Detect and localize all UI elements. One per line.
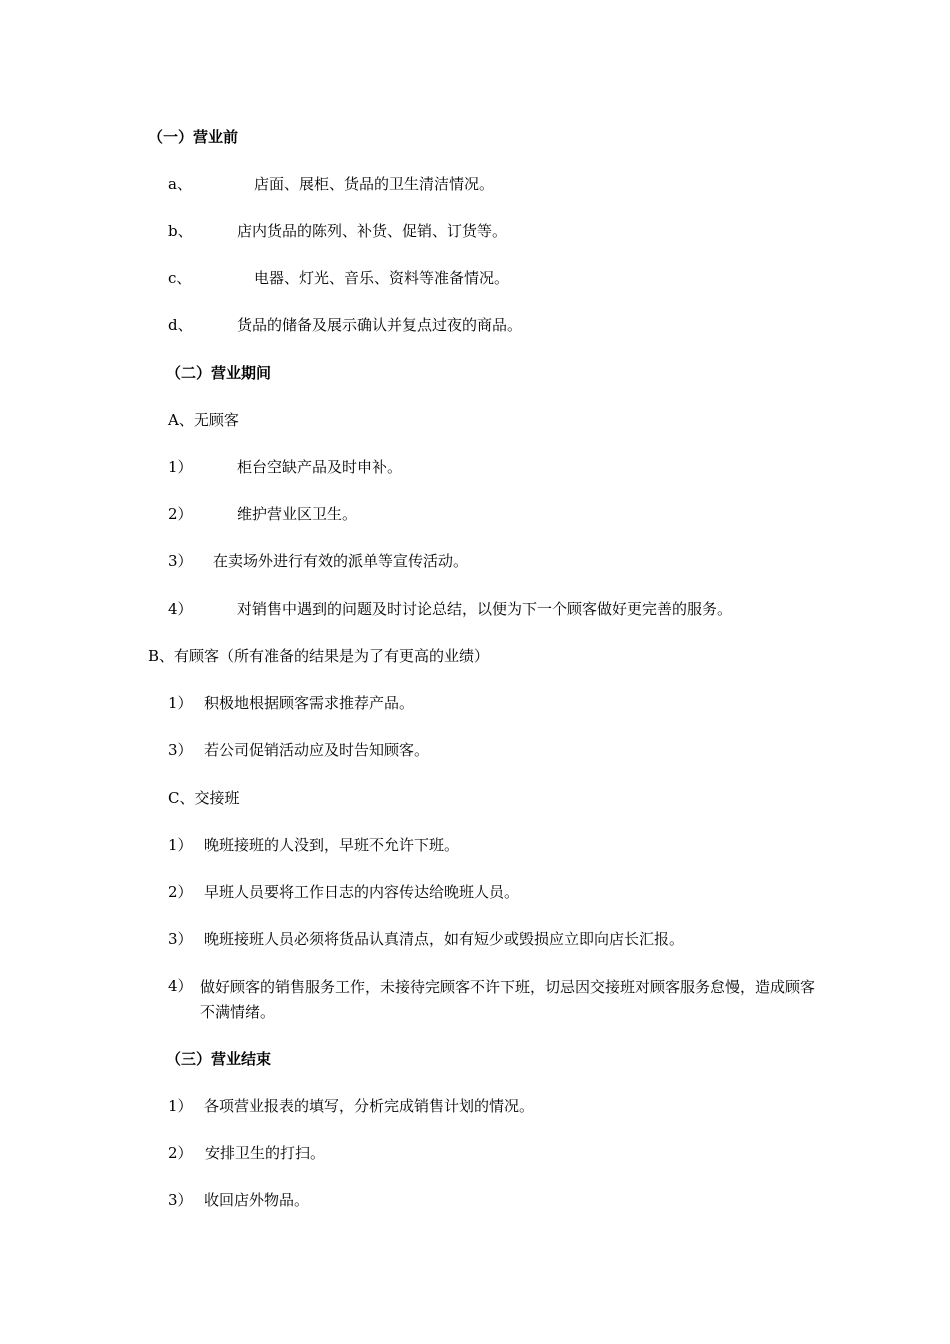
list-marker: 4） [168, 977, 193, 995]
list-marker: 4） [168, 600, 193, 618]
list-marker: 3） [168, 552, 193, 570]
list-item-text: 对销售中遇到的问题及时讨论总结，以便为下一个顾客做好更完善的服务。 [237, 600, 733, 618]
list-marker: a、 [168, 175, 192, 193]
list-item-text: 电器、灯光、音乐、资料等准备情况。 [254, 269, 510, 287]
subsection-title-with-customer: B、有顾客（所有准备的结果是为了有更高的业绩） [148, 647, 490, 665]
list-item-text: 店面、展柜、货品的卫生清洁情况。 [254, 175, 495, 193]
list-item-text: 晚班接班的人没到，早班不允许下班。 [204, 836, 460, 854]
list-item-text: 做好顾客的销售服务工作，未接待完顾客不许下班，切忌因交接班对顾客服务怠慢，造成顾客不满情绪。 [200, 978, 816, 1021]
list-marker: 2） [168, 1144, 193, 1162]
list-item-text: 维护营业区卫生。 [237, 505, 358, 523]
list-marker: 3） [168, 930, 193, 948]
list-marker: 3） [168, 1191, 193, 1209]
subsection-title-no-customer: A、无顾客 [168, 411, 239, 429]
list-marker: 1） [168, 694, 193, 712]
list-item-text: 柜台空缺产品及时申补。 [237, 458, 403, 476]
list-item-text: 收回店外物品。 [204, 1191, 310, 1209]
list-item-text: 在卖场外进行有效的派单等宣传活动。 [213, 552, 469, 570]
list-item-text: 晚班接班人员必须将货品认真清点，如有短少或毁损应立即向店长汇报。 [204, 930, 685, 948]
subsection-title-shift-handover: C、交接班 [168, 789, 240, 807]
list-marker: 3） [168, 741, 193, 759]
list-item-text: 若公司促销活动应及时告知顾客。 [204, 741, 430, 759]
section-heading-before-business: （一）营业前 [148, 128, 239, 146]
list-item-text: 货品的储备及展示确认并复点过夜的商品。 [237, 316, 523, 334]
list-marker: b、 [168, 222, 193, 240]
list-item-text: 安排卫生的打扫。 [205, 1144, 326, 1162]
list-item-text: 积极地根据顾客需求推荐产品。 [204, 694, 415, 712]
list-marker: d、 [168, 316, 193, 334]
list-marker: 2） [168, 883, 193, 901]
list-marker: 1） [168, 458, 193, 476]
list-marker: 1） [168, 836, 193, 854]
list-marker: 1） [168, 1097, 193, 1115]
list-marker: c、 [168, 269, 192, 287]
section-heading-during-business: （二）营业期间 [166, 364, 272, 382]
list-item-text: 店内货品的陈列、补货、促销、订货等。 [237, 222, 508, 240]
list-item-text: 早班人员要将工作日志的内容传达给晚班人员。 [204, 883, 520, 901]
section-heading-closing: （三）营业结束 [166, 1050, 272, 1068]
list-marker: 2） [168, 505, 193, 523]
list-item-text: 各项营业报表的填写，分析完成销售计划的情况。 [204, 1097, 535, 1115]
